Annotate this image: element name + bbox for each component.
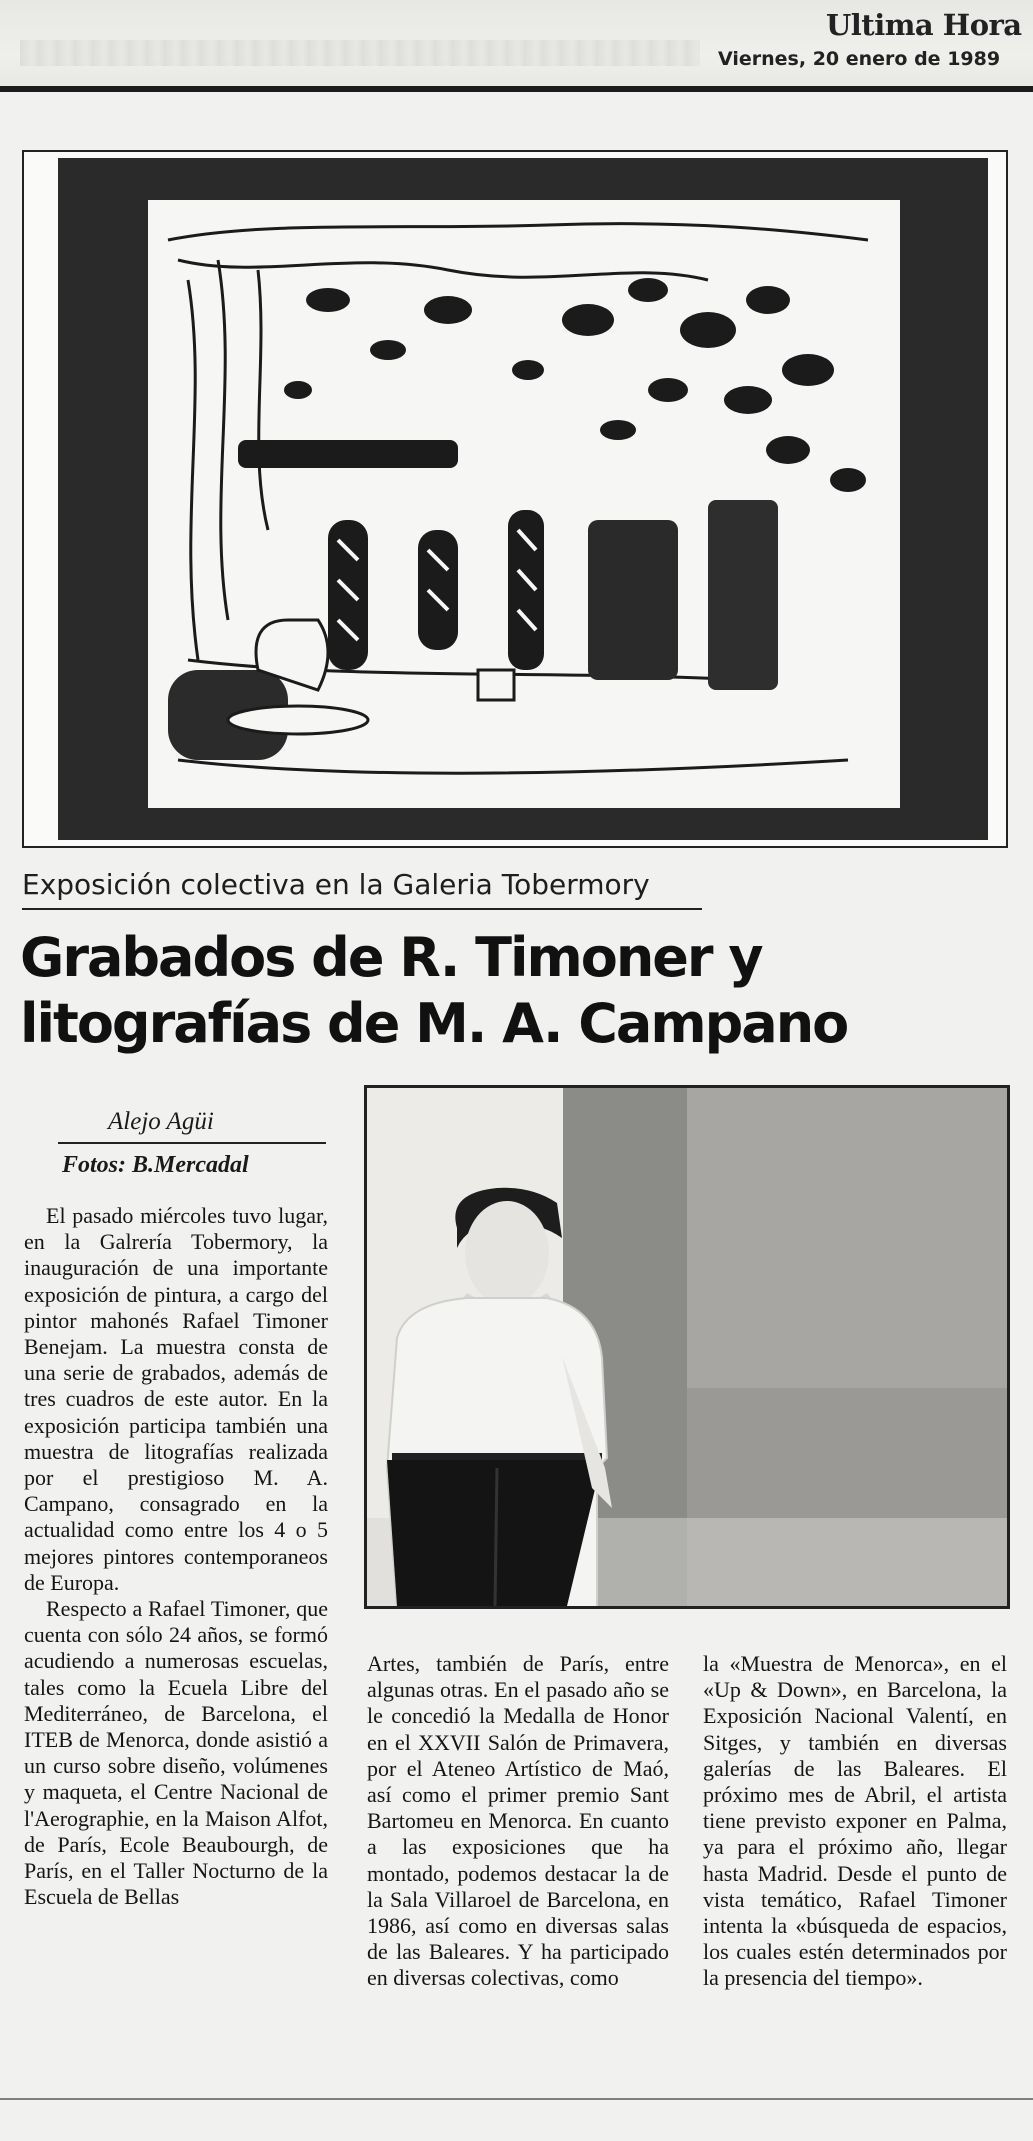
headline-line-2: litografías de M. A. Campano <box>20 992 848 1055</box>
article-kicker: Exposición colectiva en la Galeria Tobermory <box>22 868 650 901</box>
article-column-2 <box>367 1651 669 1992</box>
headline-line-1: Grabados de R. Timoner y <box>20 926 762 989</box>
artist-portrait-image <box>367 1088 1007 1606</box>
issue-date: Viernes, 20 enero de 1989 <box>718 48 1001 70</box>
article-column-3 <box>703 1651 1007 1992</box>
artist-portrait-frame <box>364 1085 1010 1609</box>
column-3-paragraph: la «Muestra de Menorca», en el «Up & Down», en Barcelona, la Exposición Nacional Valentí, en Sitges, y también en diversas galerías de las Baleares. El próximo mes de Abril, el artista tiene previsto exponer en Palma, ya para el próximo año, llegar hasta Madrid. Desde el punto de vista temático, Rafael Timoner intenta la «búsqueda de espacios, los cuales estén determinados por la presencia del tiempo». <box>703 1651 1007 1991</box>
newspaper-name: Ultima Hora <box>826 8 1022 42</box>
page-bottom-rule <box>0 2098 1033 2100</box>
masthead-rule <box>0 86 1033 92</box>
article-column-1 <box>24 1203 328 1910</box>
column-1-paragraph-1: El pasado miércoles tuvo lugar, en la Galrería Tobermory, la inauguración de una importante exposición de pintura, a cargo del pintor mahonés Rafael Timoner Benejam. La muestra consta de una serie de grabados, además de tres cuadros de este autor. En la exposición participa también una muestra de litografías realizada por el prestigioso M. A. Campano, consagrado en la actualidad como entre los 4 o 5 mejores pintores contemporaneos de Europa. <box>24 1203 328 1595</box>
article-headline <box>20 925 847 1057</box>
masthead-smudge <box>20 40 700 66</box>
kicker-rule <box>22 908 702 910</box>
photos-credit: Fotos: B.Mercadal <box>62 1152 249 1178</box>
author-byline: Alejo Agüi <box>108 1108 214 1135</box>
column-2-paragraph: Artes, también de París, entre algunas otras. En el pasado año se le concedió la Medalla de Honor en el XXVII Salón de Primavera, por el Ateneo Artístico de Maó, así como el primer premio Sant Bartomeu en Menorca. En cuanto a las exposiciones que ha montado, podemos destacar la de la Sala Villaroel de Barcelona, en 1986, así como en diversas salas de las Baleares. Y ha participado en diversas colectivas, como <box>367 1651 669 1991</box>
column-1-paragraph-2: Respecto a Rafael Timoner, que cuenta con sólo 24 años, se formó acudiendo a numerosas escuelas, tales como la Ecuela Libre del Mediterráneo, de Barcelona, el ITEB de Menorca, donde asistió a un curso sobre diseño, volúmenes y maqueta, el Centre Nacional de l'Aerographie, en la Maison Alfot, de París, Ecole Beaubourgh, de París, en el Taller Nocturno de la Escuela de Bellas <box>24 1596 328 1910</box>
artwork-engraving-image <box>148 200 900 808</box>
byline-rule <box>58 1142 326 1144</box>
